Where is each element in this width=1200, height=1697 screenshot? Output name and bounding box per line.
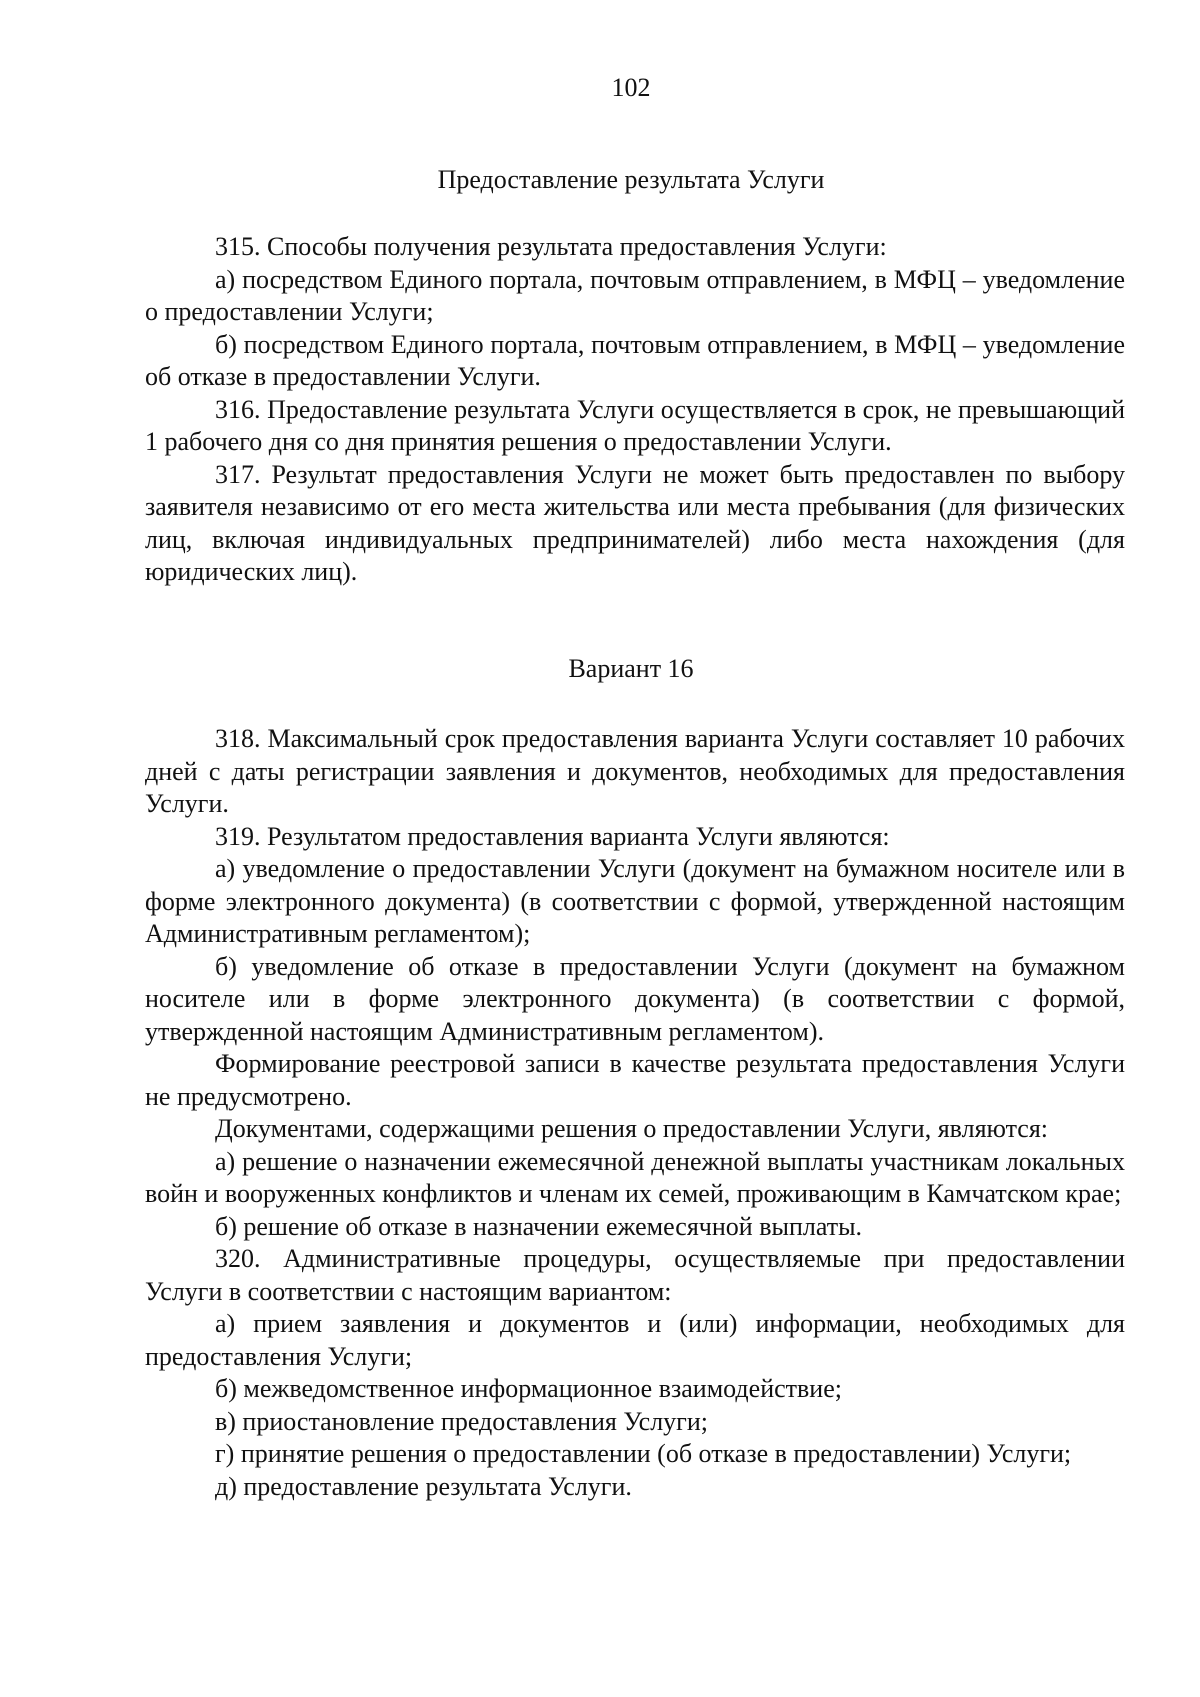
paragraph-320: 320. Административные процедуры, осуществляемые при предоставлении Услуги в соответствии с настоящим вариантом: — [145, 1244, 1125, 1306]
section-result-body — [145, 231, 1125, 589]
paragraph-decision-b: б) решение об отказе в назначении ежемесячной выплаты. — [215, 1211, 863, 1241]
section-heading-result: Предоставление результата Услуги — [437, 165, 825, 194]
paragraph-315: 315. Способы получения результата предоставления Услуги: — [215, 232, 887, 261]
paragraph-decision-a: а) решение о назначении ежемесячной денежной выплаты участникам локальных войн и вооруженных конфликтов и членам их семей, проживающим в Камчатском крае; — [145, 1146, 1125, 1208]
section-variant-16-body — [145, 723, 1125, 1503]
section-heading-variant-16: Вариант 16 — [568, 654, 694, 683]
paragraph-320-b: б) межведомственное информационное взаимодействие; — [215, 1374, 842, 1403]
paragraph-315-b: б) посредством Единого портала, почтовым отправлением, в МФЦ – уведомление об отказе в предоставлении Услуги. — [145, 329, 1125, 391]
paragraph-319-a: а) уведомление о предоставлении Услуги (документ на бумажном носителе или в форме электронного документа) (в соответствии с формой, утвержденной настоящим Административным регламентом); — [145, 854, 1125, 948]
paragraph-decision-documents: Документами, содержащими решения о предоставлении Услуги, являются: — [215, 1114, 1049, 1143]
paragraph-319: 319. Результатом предоставления варианта Услуги являются: — [215, 821, 890, 851]
paragraph-318: 318. Максимальный срок предоставления варианта Услуги составляет 10 рабочих дней с даты регистрации заявления и документов, необходимых для предоставления Услуги. — [145, 724, 1125, 818]
paragraph-320-a: а) прием заявления и документов и (или) информации, необходимых для предоставления Услуги; — [145, 1309, 1125, 1371]
page-number: 102 — [611, 73, 651, 102]
paragraph-320-g: г) принятие решения о предоставлении (об отказе в предоставлении) Услуги; — [215, 1439, 1072, 1468]
paragraph-315-a: а) посредством Единого портала, почтовым отправлением, в МФЦ – уведомление о предоставлении Услуги; — [145, 264, 1125, 326]
paragraph-registry-record: Формирование реестровой записи в качестве результата предоставления Услуги не предусмотрено. — [145, 1049, 1125, 1111]
paragraph-320-v: в) приостановление предоставления Услуги; — [215, 1406, 708, 1436]
paragraph-316: 316. Предоставление результата Услуги осуществляется в срок, не превышающий 1 рабочего дня со дня принятия решения о предоставлении Услуги. — [145, 394, 1125, 456]
paragraph-319-b: б) уведомление об отказе в предоставлении Услуги (документ на бумажном носителе или в форме электронного документа) (в соответствии с формой, утвержденной настоящим Административным регламентом). — [145, 951, 1125, 1046]
paragraph-317: 317. Результат предоставления Услуги не может быть предоставлен по выбору заявителя независимо от его места жительства или места пребывания (для физических лиц, включая индивидуальных предпринимателей) либо места нахождения (для юридических лиц). — [145, 459, 1125, 586]
paragraph-320-d: д) предоставление результата Услуги. — [215, 1471, 632, 1501]
